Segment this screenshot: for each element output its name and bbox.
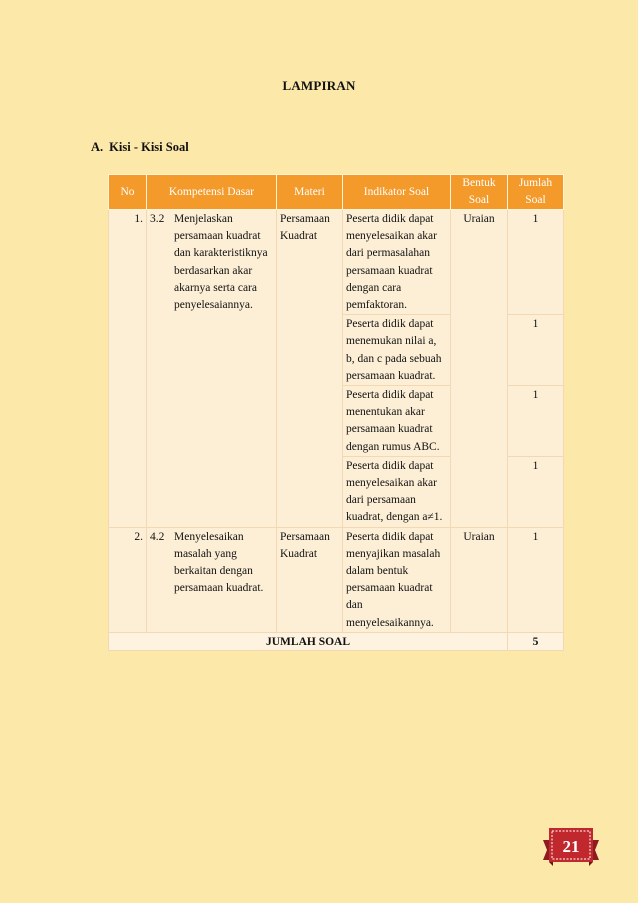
bentuk-soal-cell: Uraian: [451, 210, 508, 528]
total-value: 5: [508, 632, 564, 650]
header-jumlah-soal: Jumlah Soal: [508, 175, 564, 210]
table-row: [109, 210, 564, 315]
row-number: 1.: [109, 210, 147, 528]
page-title: LAMPIRAN: [282, 78, 356, 93]
jumlah-soal-cell: 1: [508, 315, 564, 386]
kd-text: Menjelaskan persamaan kuadrat dan karakteristiknya berdasarkan akar akarnya serta cara penyelesaiannya.: [174, 213, 268, 312]
header-kompetensi-dasar: Kompetensi Dasar: [147, 175, 277, 210]
header-materi: Materi: [277, 175, 343, 210]
indikator-cell: Peserta didik dapat menentukan akar persamaan kuadrat dengan rumus ABC.: [343, 386, 451, 457]
page-number-badge: [543, 826, 599, 868]
header-no: No: [109, 175, 147, 210]
jumlah-soal-cell: 1: [508, 386, 564, 457]
indikator-cell: Peserta didik dapat menemukan nilai a, b, dan c pada sebuah persamaan kuadrat.: [343, 315, 451, 386]
jumlah-soal-cell: 1: [508, 527, 564, 632]
kisi-table: [108, 174, 564, 651]
kd-text: Menyelesaikan masalah yang berkaitan dengan persamaan kuadrat.: [174, 530, 264, 595]
indikator-cell: Peserta didik dapat menyajikan masalah dalam bentuk persamaan kuadrat dan menyelesaikannya.: [343, 527, 451, 632]
page-number: 21: [562, 837, 580, 856]
header-bentuk-soal: Bentuk Soal: [451, 175, 508, 210]
jumlah-soal-cell: 1: [508, 456, 564, 527]
materi-cell: Persamaan Kuadrat: [277, 210, 343, 528]
bentuk-soal-cell: Uraian: [451, 527, 508, 632]
total-row: [109, 632, 564, 650]
table-header-row: [109, 175, 564, 210]
section-letter: A.: [91, 140, 104, 154]
section-label: Kisi - Kisi Soal: [109, 140, 189, 154]
kd-number: 3.2: [150, 213, 165, 225]
section-heading: [91, 140, 189, 155]
materi-cell: Persamaan Kuadrat: [277, 527, 343, 632]
total-label: JUMLAH SOAL: [109, 632, 508, 650]
row-number: 2.: [109, 527, 147, 632]
indikator-cell: Peserta didik dapat menyelesaikan akar dari permasalahan persamaan kuadrat dengan cara pemfaktoran.: [343, 210, 451, 315]
kd-number: 4.2: [150, 530, 165, 543]
kompetensi-dasar-cell: [147, 527, 277, 632]
kompetensi-dasar-cell: [147, 210, 277, 528]
header-indikator: Indikator Soal: [343, 175, 451, 210]
indikator-cell: Peserta didik dapat menyelesaikan akar dari persamaan kuadrat, dengan a≠1.: [343, 456, 451, 527]
table-row: [109, 527, 564, 632]
jumlah-soal-cell: 1: [508, 210, 564, 315]
